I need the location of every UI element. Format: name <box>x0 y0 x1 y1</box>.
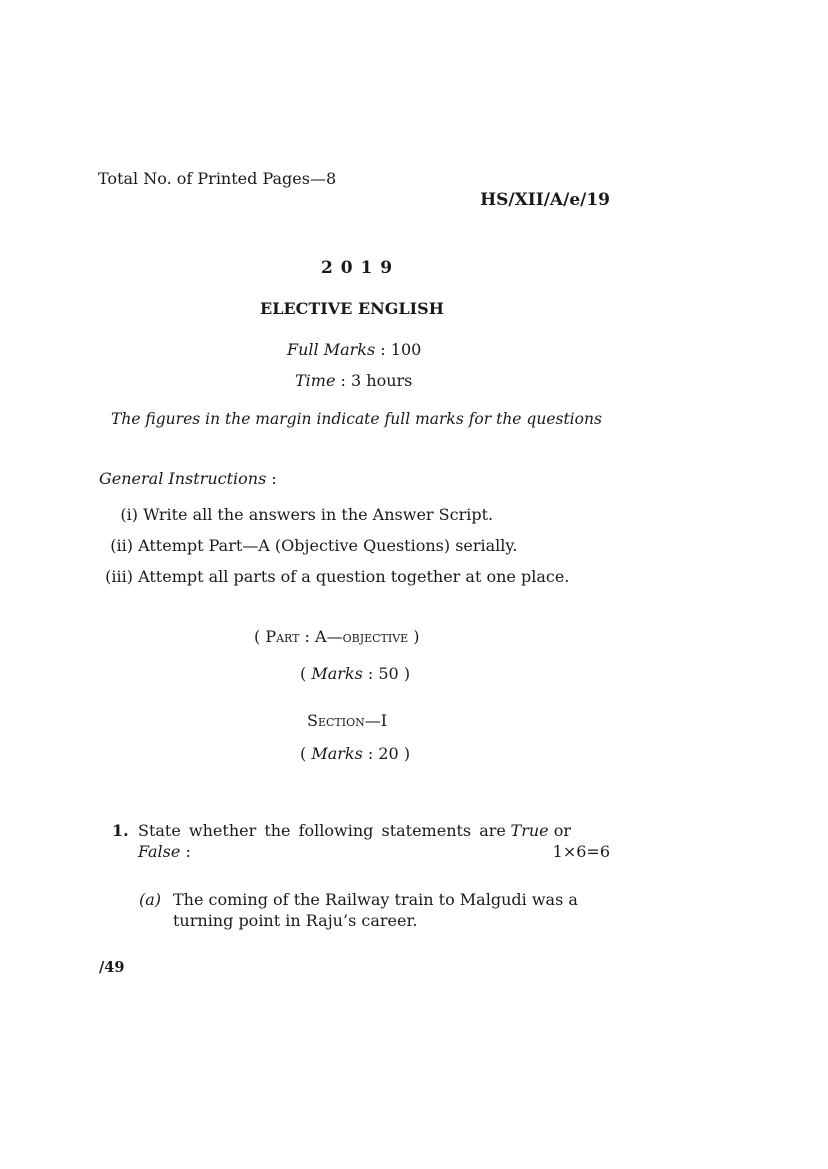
question-number: 1. <box>112 821 129 840</box>
instruction-item <box>103 567 569 587</box>
section-marks <box>300 744 410 764</box>
part-title <box>254 627 420 647</box>
full-marks-label: Full Marks <box>287 340 376 359</box>
section-title: Section—I <box>307 711 388 730</box>
question-statement: State whether the following statements are <box>138 821 506 840</box>
instruction-text: Attempt Part—A (Objective Questions) serially. <box>138 536 518 555</box>
margin-note: The figures in the margin indicate full marks for the questions <box>111 410 602 428</box>
instructions-heading-text: General Instructions <box>99 469 267 488</box>
section-marks-value: : 20 ) <box>362 744 411 763</box>
instruction-number: (iii) <box>105 567 133 586</box>
part-marks-value: : 50 ) <box>362 664 411 683</box>
subject-title: ELECTIVE ENGLISH <box>260 299 444 318</box>
question-line-2 <box>138 842 191 862</box>
printed-pages-note: Total No. of Printed Pages—8 <box>98 169 337 188</box>
instruction-number: (i) <box>120 505 138 524</box>
part-marks <box>300 664 410 684</box>
or-word: or <box>548 821 571 840</box>
paper-code: HS/XII/A/e/19 <box>480 190 610 210</box>
part-marks-label: Marks <box>311 664 363 683</box>
true-word: True <box>510 821 549 840</box>
instruction-text: Write all the answers in the Answer Script. <box>143 505 494 524</box>
section-marks-label: Marks <box>311 744 363 763</box>
section-marks-open: ( <box>300 744 312 763</box>
general-instructions-heading <box>99 469 277 489</box>
exam-time <box>295 371 412 391</box>
instruction-number: (ii) <box>110 536 133 555</box>
instruction-text: Attempt all parts of a question together at one place. <box>138 567 570 586</box>
time-label: Time <box>295 371 336 390</box>
question-line-1 <box>138 821 571 841</box>
instruction-item <box>103 536 517 556</box>
true-or <box>511 821 571 841</box>
instructions-heading-suffix: : <box>266 469 277 488</box>
time-value: : 3 hours <box>335 371 413 390</box>
part-title-word: objective <box>342 627 409 646</box>
false-suffix: : <box>180 842 191 861</box>
sub-question-line-1: The coming of the Railway train to Malgudi was a <box>173 890 578 909</box>
full-marks-value: : 100 <box>375 340 422 359</box>
false-word: False <box>138 842 181 861</box>
part-marks-open: ( <box>300 664 312 683</box>
instruction-item <box>108 505 493 525</box>
full-marks <box>287 340 421 360</box>
question-marks: 1×6=6 <box>552 842 610 861</box>
sub-question-label: (a) <box>139 890 162 909</box>
exam-year: 2 0 1 9 <box>321 258 394 278</box>
part-title-close: ) <box>408 627 420 646</box>
sub-question-line-2: turning point in Raju’s career. <box>173 911 418 930</box>
footer-code: /49 <box>99 959 125 976</box>
part-title-open: ( Part : A— <box>254 627 343 646</box>
